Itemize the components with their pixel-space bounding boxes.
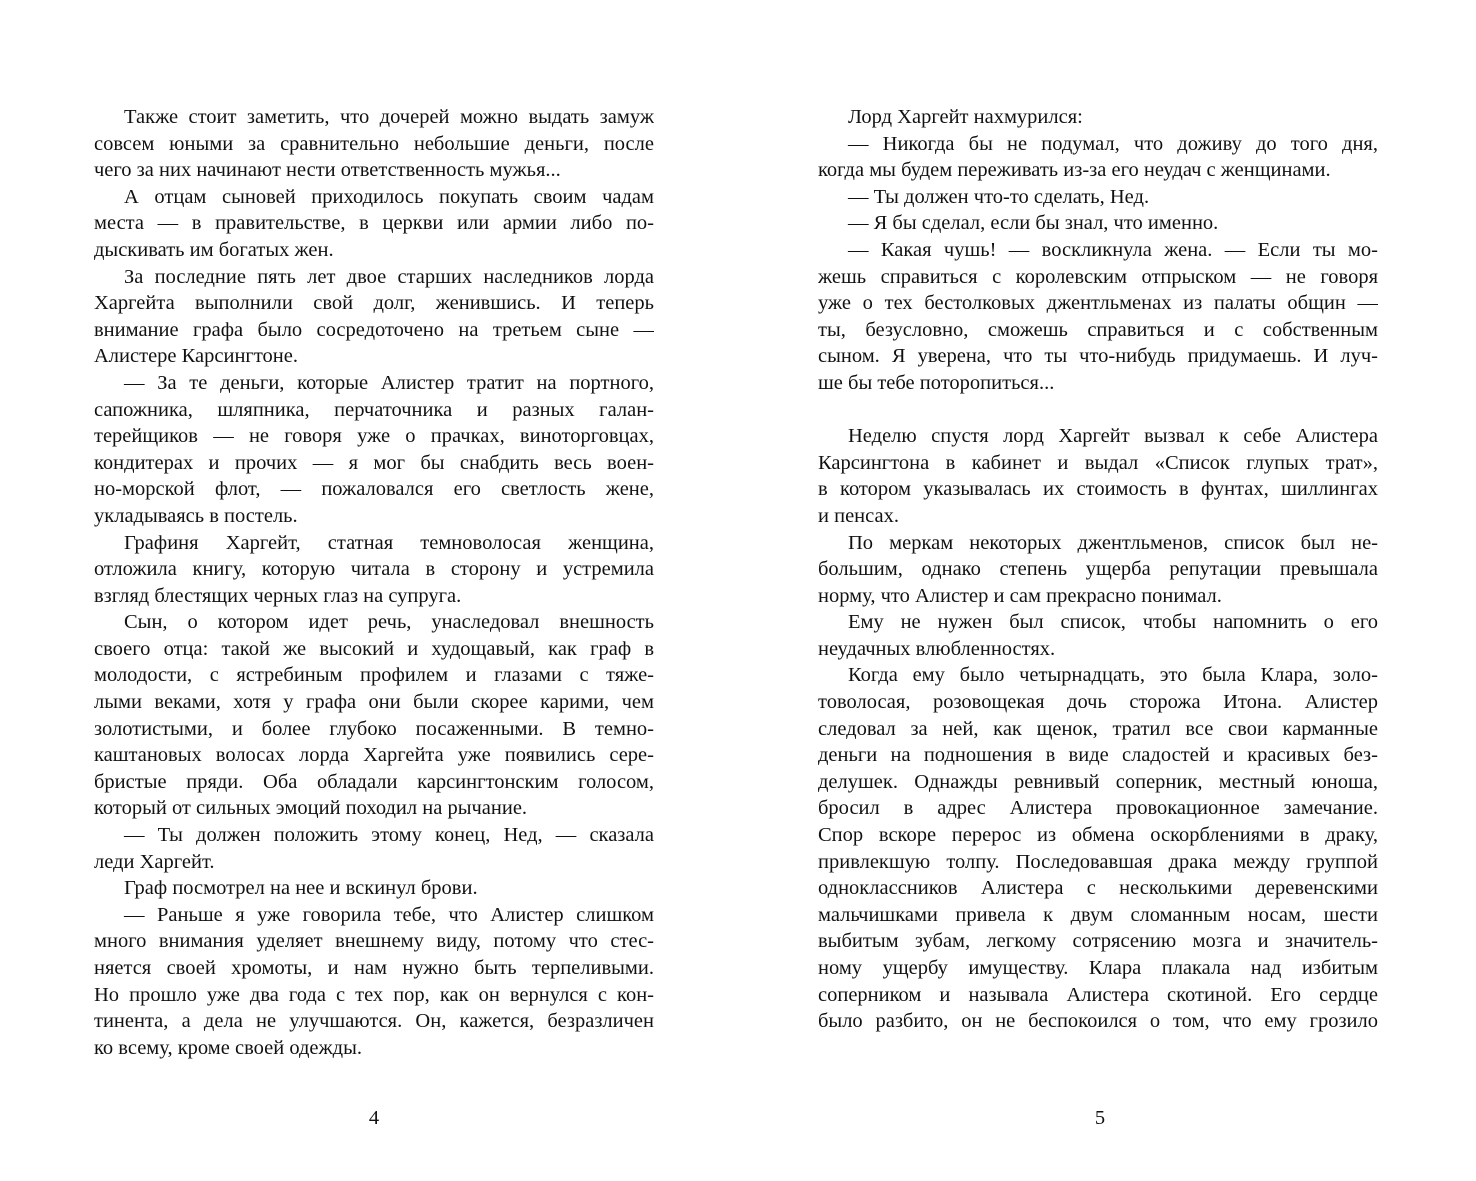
text-line: леди Харгейт. (94, 850, 215, 873)
text-line: совсем юными за сравнительно небольшие деньги, после (94, 132, 654, 155)
text-line: Лорд Харгейт нахмурился: (848, 106, 1083, 128)
text-line: много внимания уделяет внешнему виду, потому что стес- (94, 930, 654, 953)
left-page-number: 4 (368, 1107, 380, 1129)
text-line: Неделю спустя лорд Харгейт вызвал к себе Алистера (848, 425, 1378, 448)
text-line: — Никогда бы не подумал, что доживу до того дня, (848, 132, 1378, 155)
text-line: Когда ему было четырнадцать, это была Клара, золо- (848, 664, 1378, 687)
text-line: следовал за ней, как щенок, тратил все свои карманные (818, 717, 1378, 740)
text-line: По меркам некоторых джентльменов, список был не- (848, 531, 1378, 554)
text-line: делушек. Однажды ревнивый соперник, местный юноша, (818, 770, 1378, 793)
text-line: Также стоит заметить, что дочерей можно выдать замуж (124, 106, 654, 128)
text-line: норму, что Алистер и сам прекрасно понимал. (818, 584, 1222, 607)
text-line: уже о тех бестолковых джентльменах из палаты общин — (818, 292, 1378, 315)
text-line: взгляд блестящих черных глаз на супруга. (94, 584, 462, 607)
text-line: ко всему, кроме своей одежды. (94, 1036, 363, 1059)
text-line: Граф посмотрел на нее и вскинул брови. (124, 877, 478, 900)
text-line: — За те деньги, которые Алистер тратит на портного, (124, 371, 654, 394)
text-line: внимание графа было сосредоточено на третьем сыне — (94, 318, 654, 341)
text-line: и пенсах. (818, 504, 899, 527)
text-line: ному ущербу имуществу. Клара плакала над избитым (818, 957, 1378, 979)
text-line: но-морской флот, — пожаловался его светлость жене, (94, 478, 654, 501)
text-line: кондитерах и прочих — я мог бы снабдить весь воен- (94, 451, 654, 474)
text-line: няется своей хромоты, и нам нужно быть терпеливыми. (94, 957, 654, 979)
text-line: большим, однако степень ущерба репутации превышала (818, 558, 1378, 581)
left-page-text (94, 104, 654, 1104)
text-line: Спор вскоре перерос из обмена оскорблениями в драку, (818, 824, 1378, 847)
text-line: привлекшую толпу. Последовавшая драка между группой (818, 850, 1378, 873)
right-page-text (818, 104, 1378, 1104)
text-line: мальчишками привела к двум сломанным носам, шести (818, 903, 1378, 926)
text-line: своего отца: такой же высокий и худощавый, как граф в (94, 637, 654, 660)
text-line: в котором указывалась их стоимость в фунтах, шиллингах (818, 478, 1378, 501)
right-page-number: 5 (1094, 1107, 1106, 1129)
text-line: бристые пряди. Оба обладали карсингтонским голосом, (94, 770, 654, 793)
text-line: лыми веками, хотя у графа они были скорее карими, чем (94, 691, 654, 714)
text-line: отложила книгу, которую читала в сторону и устремила (94, 558, 654, 581)
text-line: ты, безусловно, сможешь справиться и с собственным (818, 318, 1378, 341)
text-line: — Ты должен положить этому конец, Нед, — сказала (124, 824, 654, 847)
text-line: сыном. Я уверена, что ты что-нибудь придумаешь. И луч- (818, 345, 1378, 368)
text-line: соперником и называла Алистера скотиной. Его сердце (818, 983, 1378, 1006)
text-line: сапожника, шляпника, перчаточника и разных галан- (94, 398, 654, 421)
text-line: чего за них начинают нести ответственность мужья... (94, 159, 561, 182)
text-line: Харгейта выполнили свой долг, женившись. И теперь (94, 292, 654, 315)
text-line: За последние пять лет двое старших наследников лорда (124, 265, 654, 288)
text-line: выбитым зубам, легкому сотрясению мозга и значитель- (818, 930, 1378, 953)
text-line: тинента, а дела не улучшаются. Он, кажется, безразличен (94, 1010, 654, 1033)
text-line: Ему не нужен был список, чтобы напомнить о его (848, 611, 1378, 634)
text-line: — Раньше я уже говорила тебе, что Алистер слишком (124, 903, 654, 926)
text-line: терейщиков — не говоря уже о прачках, виноторговцах, (94, 425, 654, 448)
text-line: — Какая чушь! — воскликнула жена. — Если ты мо- (848, 238, 1378, 261)
text-line: одноклассников Алистера с несколькими деревенскими (818, 877, 1378, 900)
text-line: Карсингтона в кабинет и выдал «Список глупых трат», (818, 451, 1378, 474)
text-line: неудачных влюбленностях. (818, 637, 1056, 660)
text-line: Но прошло уже два года с тех пор, как он вернулся с кон- (94, 983, 654, 1006)
text-line: бросил в адрес Алистера провокационное замечание. (818, 797, 1378, 820)
text-line: А отцам сыновей приходилось покупать своим чадам (124, 185, 654, 208)
text-line: Графиня Харгейт, статная темноволосая женщина, (124, 531, 654, 554)
text-line: Сын, о котором идет речь, унаследовал внешность (124, 611, 654, 634)
text-line: места — в правительстве, в церкви или армии либо по- (94, 212, 654, 235)
text-line: каштановых волосах лорда Харгейта уже появились сере- (94, 744, 654, 767)
text-line: золотистыми, и более глубоко посаженными. В темно- (94, 717, 654, 740)
text-line: который от сильных эмоций походил на рычание. (94, 797, 528, 820)
text-line: — Я бы сделал, если бы знал, что именно. (848, 212, 1219, 235)
section-break (818, 397, 1378, 424)
text-line: ше бы тебе поторопиться... (818, 371, 1055, 394)
text-line: дыскивать им богатых жен. (94, 238, 334, 261)
text-line: молодости, с ястребиным профилем и глазами с тяже- (94, 664, 654, 687)
text-line: было разбито, он не беспокоился о том, что ему грозило (818, 1010, 1378, 1033)
text-line: Алистере Карсингтоне. (94, 345, 298, 368)
text-line: укладываясь в постель. (94, 504, 298, 527)
text-line: когда мы будем переживать из-за его неудач с женщинами. (818, 159, 1331, 182)
text-line: деньги на подношения в виде сладостей и красивых без- (818, 744, 1378, 767)
text-line: товолосая, розовощекая дочь сторожа Итона. Алистер (818, 691, 1378, 714)
text-line: жешь справиться с королевским отпрыском — не говоря (818, 265, 1378, 288)
text-line: — Ты должен что-то сделать, Нед. (848, 185, 1150, 208)
